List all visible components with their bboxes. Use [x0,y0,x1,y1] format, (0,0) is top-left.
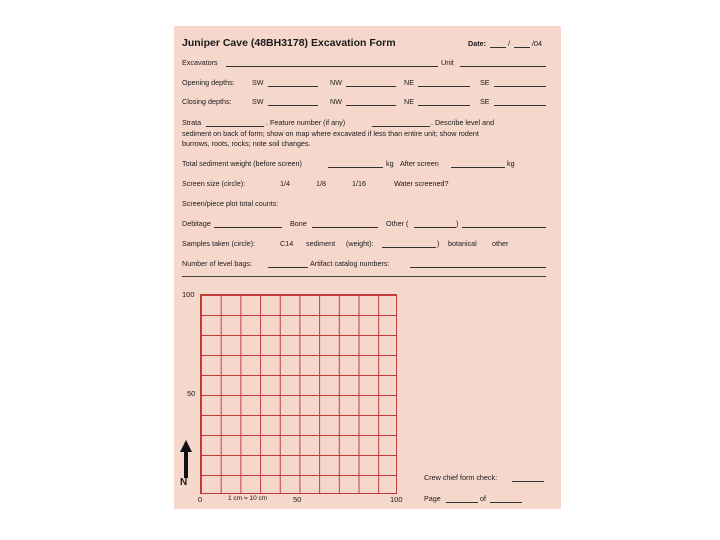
opening-se-label: SE [480,78,490,87]
date-year: /04 [532,39,542,48]
opening-sw-label: SW [252,78,264,87]
describe-line-3: burrows, roots, rocks; note soil changes. [182,139,311,148]
closing-se-label: SE [480,97,490,106]
grid-x-0: 0 [198,495,203,504]
form-title: Juniper Cave (48BH3178) Excavation Form [182,37,396,49]
closing-sw-field[interactable] [268,105,318,106]
sample-weight-label: (weight): [346,239,374,248]
counts-label: Screen/piece plot total counts: [182,199,279,208]
sample-close-paren: ) [437,239,440,248]
grid-y-100: 100 [182,290,195,299]
plot-grid[interactable] [200,294,397,494]
opening-se-field[interactable] [494,86,546,87]
north-arrow-icon [179,440,193,480]
catalog-numbers-field[interactable] [410,267,546,268]
other-count-field[interactable] [462,227,546,228]
sample-weight-field[interactable] [382,247,436,248]
closing-depths-label: Closing depths: [182,97,232,106]
unit-label: Unit [441,58,454,67]
divider [182,276,546,277]
sample-other[interactable]: other [492,239,509,248]
sample-sediment[interactable]: sediment [306,239,336,248]
describe-line-2: sediment on back of form; show on map where excavated if less than entire unit; show rodent [182,129,479,138]
debitage-field[interactable] [214,227,282,228]
screen-size-eighth[interactable]: 1/8 [316,179,326,188]
other-label: Other ( [386,219,409,228]
feature-field[interactable] [372,126,430,127]
other-type-field[interactable] [414,227,456,228]
water-screened-label: Water screened? [394,179,449,188]
catalog-numbers-label: Artifact catalog numbers: [310,259,390,268]
sample-botanical[interactable]: botanical [448,239,477,248]
excavators-label: Excavators [182,58,218,67]
screen-size-sixteenth[interactable]: 1/16 [352,179,366,188]
other-close-paren: ) [456,219,459,228]
grid-y-50: 50 [187,389,196,398]
closing-nw-label: NW [330,97,342,106]
opening-nw-label: NW [330,78,342,87]
bone-field[interactable] [312,227,378,228]
date-separator: / [508,39,510,48]
opening-ne-label: NE [404,78,414,87]
page-number-field[interactable] [446,502,478,503]
sample-c14[interactable]: C14 [280,239,294,248]
page-total-field[interactable] [490,502,522,503]
unit-field[interactable] [460,66,546,67]
opening-depths-label: Opening depths: [182,78,235,87]
page-label: Page [424,494,441,503]
strata-label: Strata [182,118,202,127]
kg-unit-1: kg [386,159,394,168]
of-label: of [480,494,486,503]
opening-sw-field[interactable] [268,86,318,87]
feature-label: . Feature number (if any) [266,118,346,127]
level-bags-field[interactable] [268,267,308,268]
closing-ne-field[interactable] [418,105,470,106]
excavators-field[interactable] [226,66,438,67]
screen-size-label: Screen size (circle): [182,179,246,188]
closing-sw-label: SW [252,97,264,106]
date-day-field[interactable] [514,47,530,48]
date-label: Date: [468,39,486,48]
crew-check-field[interactable] [512,481,544,482]
strata-field[interactable] [206,126,264,127]
closing-nw-field[interactable] [346,105,396,106]
level-bags-label: Number of level bags: [182,259,252,268]
north-label: N [180,477,188,488]
crew-check-label: Crew chief form check: [424,473,498,482]
grid-scale: 1 cm = 10 cm [228,495,268,502]
screen-size-quarter[interactable]: 1/4 [280,179,290,188]
samples-label: Samples taken (circle): [182,239,256,248]
excavation-form [174,26,561,509]
closing-ne-label: NE [404,97,414,106]
after-screen-label: After screen [400,159,439,168]
opening-ne-field[interactable] [418,86,470,87]
date-month-field[interactable] [490,47,506,48]
debitage-label: Debitage [182,219,211,228]
grid-x-100: 100 [390,495,403,504]
sediment-weight-label: Total sediment weight (before screen) [182,159,302,168]
kg-unit-2: kg [507,159,515,168]
opening-nw-field[interactable] [346,86,396,87]
describe-line-1: . Describe level and [431,118,495,127]
after-screen-field[interactable] [451,167,505,168]
grid-x-50: 50 [293,495,302,504]
closing-se-field[interactable] [494,105,546,106]
bone-label: Bone [290,219,307,228]
sediment-weight-field[interactable] [328,167,383,168]
